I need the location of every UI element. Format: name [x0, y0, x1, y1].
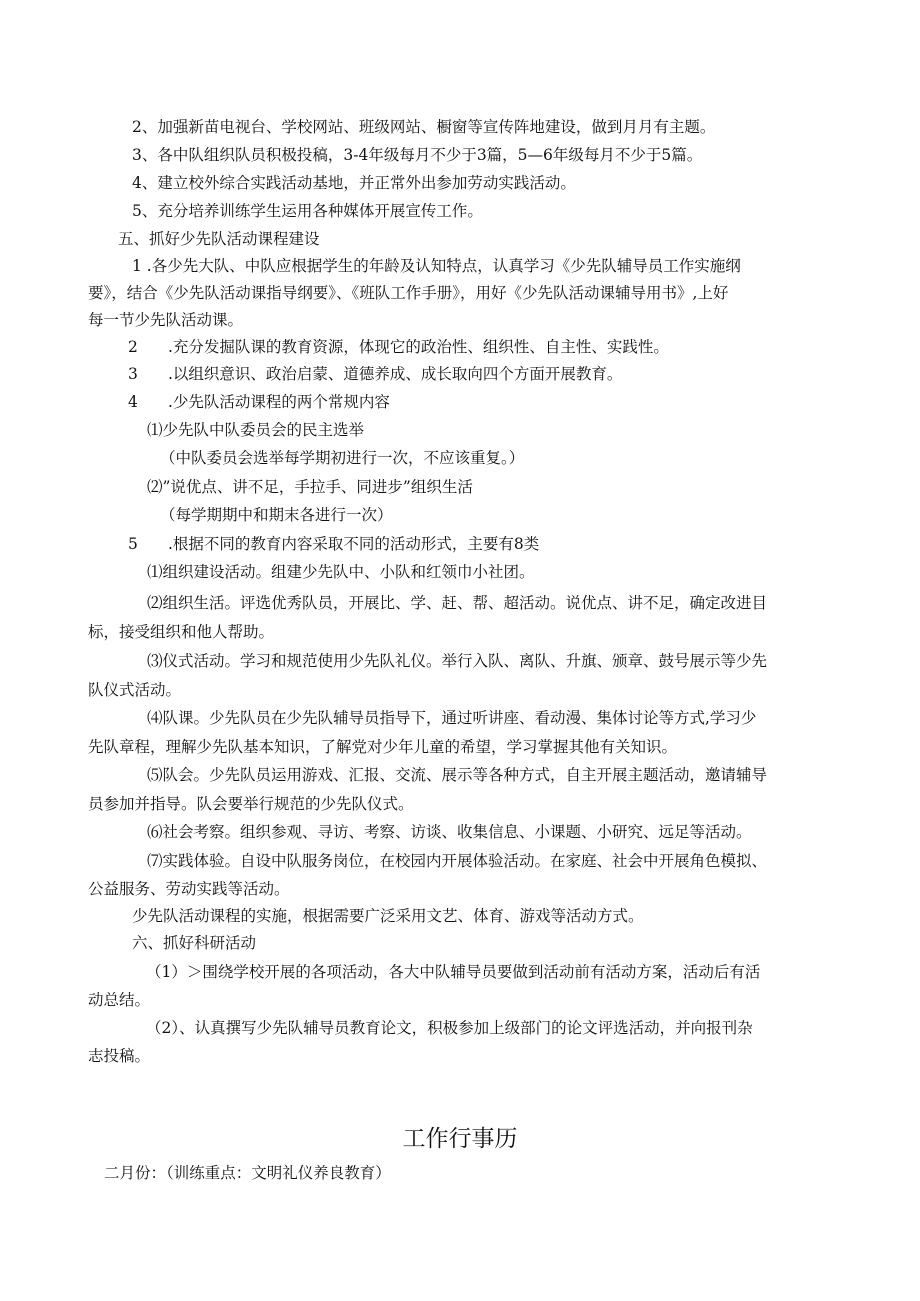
- list-item: 3、各中队组织队员积极投稿，3-4年级每月不少于3篇，5—6年级每月不少于5篇。: [132, 146, 703, 164]
- item-text: .少先队活动课程的两个常规内容: [168, 393, 390, 411]
- activity-form: ⑶仪式活动。学习和规范使用少先队礼仪。举行入队、离队、升旗、颁章、鼓号展示等少先: [147, 652, 768, 670]
- activity-form: 先队章程，理解少先队基本知识，了解党对少年儿童的希望，学习掌握其他有关知识。: [88, 738, 678, 756]
- list-item: 4、建立校外综合实践活动基地，并正常外出参加劳动实践活动。: [132, 174, 576, 192]
- list-item: [128, 392, 390, 412]
- activity-form: ⑸队会。少先队员运用游戏、汇报、交流、展示等各种方式，自主开展主题活动，邀请辅导: [147, 766, 768, 784]
- list-item: 5、充分培养训练学生运用各种媒体开展宣传工作。: [132, 202, 483, 220]
- sub-item: ⑵”说优点、讲不足，手拉手、同进步”组织生活: [147, 478, 473, 496]
- paragraph-line: 要》，结合《少先队活动课指导纲要》、《班队工作手册》，用好《少先队活动课辅导用书》,上好: [88, 284, 729, 302]
- activity-form: ⑵组织生活。评选优秀队员，开展比、学、赶、帮、超活动。说优点、讲不足，确定改进目: [147, 594, 768, 612]
- page-title: 工作行事历: [402, 1126, 518, 1152]
- paragraph-line: 每一节少先队活动课。: [88, 311, 244, 329]
- paragraph-line: 志投稿。: [88, 1047, 151, 1065]
- month-heading: 二月份：（训练重点：文明礼仪养良教育）: [104, 1164, 391, 1182]
- sub-item-note: （中队委员会选举每学期初进行一次，不应该重复。）: [160, 449, 525, 467]
- activity-form: 队仪式活动。: [88, 681, 182, 699]
- activity-form: 公益服务、劳动实践等活动。: [88, 880, 290, 898]
- list-item: [128, 534, 539, 554]
- item-text: .根据不同的教育内容采取不同的活动形式，主要有8类: [168, 535, 540, 553]
- item-number: 3: [128, 365, 138, 383]
- activity-form: ⑹社会考察。组织参观、寻访、考察、访谈、收集信息、小课题、小研究、远足等活动。: [147, 823, 752, 841]
- list-item: [128, 337, 669, 357]
- item-number: 2: [128, 338, 138, 356]
- list-item: [128, 364, 622, 384]
- item-text: .充分发掘队课的教育资源，体现它的政治性、组织性、自主性、实践性。: [168, 338, 669, 356]
- list-item: 2、加强新苗电视台、学校网站、班级网站、橱窗等宣传阵地建设，做到月月有主题。: [132, 118, 716, 136]
- activity-form: ⑴组织建设活动。组建少先队中、小队和红领巾小社团。: [147, 563, 535, 581]
- item-number: 5: [128, 535, 138, 553]
- sub-item: ⑴少先队中队委员会的民主选举: [147, 421, 365, 439]
- sub-item-note: （每学期期中和期末各进行一次）: [160, 506, 393, 524]
- paragraph-line: 动总结。: [88, 991, 151, 1009]
- section-heading: 五、抓好少先队活动课程建设: [118, 230, 320, 248]
- section-heading: 六、抓好科研活动: [132, 934, 257, 952]
- paragraph-line: （2）、认真撰写少先队辅导员教育论文，积极参加上级部门的论文评选活动，并向报刊杂: [146, 1019, 753, 1037]
- item-text: .以组织意识、政治启蒙、道德养成、成长取向四个方面开展教育。: [168, 365, 623, 383]
- paragraph-line: 少先队活动课程的实施，根据需要广泛采用文艺、体育、游戏等活动方式。: [132, 907, 644, 925]
- activity-form: ⑺实践体验。自设中队服务岗位，在校园内开展体验活动。在家庭、社会中开展角色模拟、: [147, 852, 768, 870]
- item-number: 4: [128, 393, 138, 411]
- activity-form: ⑷队课。少先队员在少先队辅导员指导下，通过听讲座、看动漫、集体讨论等方式,学习少: [147, 709, 757, 727]
- activity-form: 标，接受组织和他人帮助。: [88, 623, 275, 641]
- paragraph-line: 1 .各少先大队、中队应根据学生的年龄及认知特点，认真学习《少先队辅导员工作实施纲: [132, 257, 741, 275]
- paragraph-line: （1）＞围绕学校开展的各项活动，各大中队辅导员要做到活动前有活动方案，活动后有活: [146, 963, 761, 981]
- activity-form: 员参加并指导。队会要举行规范的少先队仪式。: [88, 795, 414, 813]
